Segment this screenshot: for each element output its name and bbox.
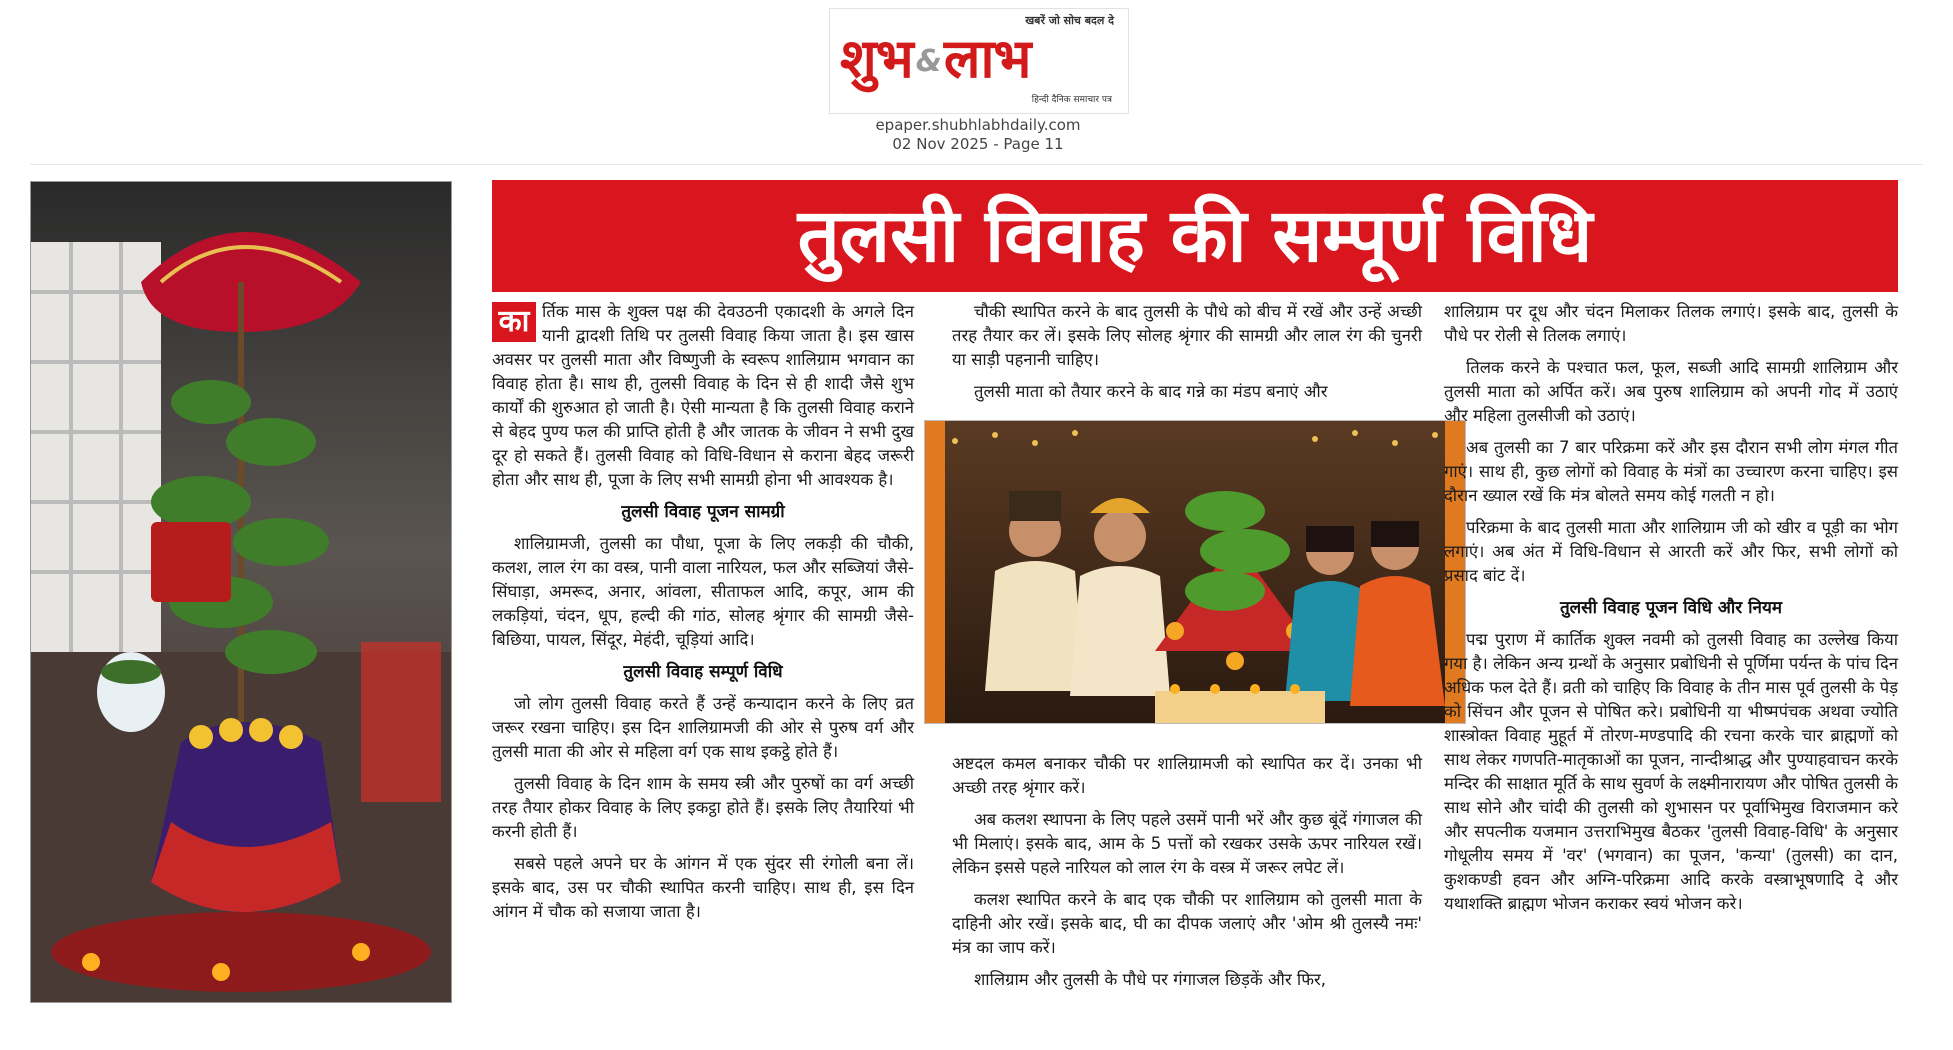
tulsi-vivah-ceremony-photo: [924, 420, 1466, 724]
paragraph: शालिग्राम और तुलसी के पौधे पर गंगाजल छिड़कें और फिर,: [974, 970, 1327, 989]
paragraph: तुलसी विवाह के दिन शाम के समय स्त्री और पुरुषों का वर्ग अच्छी तरह तैयार होकर विवाह के लिए इकट्ठा होते हैं। इसके लिए तैयारियां भी करनी होती हैं।: [492, 774, 914, 841]
article-column-2-bottom: [952, 752, 1422, 1000]
paragraph: कलश स्थापित करने के बाद एक चौकी पर शालिग्राम को तुलसी माता के दाहिनी ओर रखें। इसके बाद, घी का दीपक जलाएं और 'ओम श्री तुलस्यै नमः' मंत्र का जाप करें।: [952, 890, 1422, 957]
paragraph: अब तुलसी का 7 बार परिक्रमा करें और इस दौरान सभी लोग मंगल गीत गाएं। साथ ही, कुछ लोगों को विवाह के मंत्रों का उच्चारण करना चाहिए। इस दौरान ख्याल रखें कि मंत्र बोलते समय कोई गलती न हो।: [1444, 438, 1898, 505]
subheading-samagri: तुलसी विवाह पूजन सामग्री: [621, 502, 785, 522]
masthead-subtitle: हिन्दी दैनिक समाचार पत्र: [1031, 95, 1112, 105]
site-url[interactable]: epaper.shubhlabhdaily.com: [875, 116, 1081, 134]
paragraph: परिक्रमा के बाद तुलसी माता और शालिग्राम जी को खीर व पूड़ी का भोग लगाएं। अब अंत में विधि-विधान से आरती करें और फिर, सभी लोगों को प्रसाद बांट दें।: [1444, 518, 1898, 585]
subheading-vidhi: तुलसी विवाह सम्पूर्ण विधि: [623, 662, 783, 682]
tulsi-decoration-photo: [30, 181, 452, 1003]
samagri-paragraph: शालिग्रामजी, तुलसी का पौधा, पूजा के लिए लकड़ी की चौकी, कलश, लाल रंग का वस्त्र, पानी वाला नारियल, फल और सब्जियां जैसे- सिंघाड़ा, अमरूद, अनार, आंवला, सीताफल आदि, कपूर, आम की लकड़ियां, चंदन, धूप, हल्दी की गांठ, सोलह श्रृंगार की सामग्री जैसे- बिछिया, पायल, सिंदूर, मेहंदी, चूड़ियां आदि।: [492, 534, 914, 649]
paragraph: अष्टदल कमल बनाकर चौकी पर शालिग्रामजी को स्थापित कर दें। उनका भी अच्छी तरह श्रृंगार करें।: [952, 754, 1422, 797]
masthead-tagline: खबरें जो सोच बदल दे: [1025, 14, 1114, 27]
paragraph: सबसे पहले अपने घर के आंगन में एक सुंदर सी रंगोली बना लें। इसके बाद, उस पर चौकी स्थापित करनी चाहिए। साथ ही, इस दिन आंगन में चौक को सजाया जाता है।: [492, 854, 914, 921]
site-info: [829, 116, 1127, 154]
subheading-niyam: तुलसी विवाह पूजन विधि और नियम: [1559, 598, 1783, 618]
article-column-2-top: [952, 300, 1422, 412]
paragraph: जो लोग तुलसी विवाह करते हैं उन्हें कन्यादान करने के लिए व्रत जरूर रखना चाहिए। इस दिन शालिग्रामजी की ओर से पुरुष वर्ग और तुलसी माता की ओर से महिला वर्ग एक साथ इकट्ठे होते हैं।: [492, 694, 914, 761]
intro-paragraph: [492, 300, 914, 492]
article-column-1: [492, 300, 914, 932]
masthead-logo: [829, 8, 1129, 114]
paragraph: अब कलश स्थापना के लिए पहले उसमें पानी भरें और कुछ बूंदें गंगाजल की भी मिलाएं। इसके बाद, आम के 5 पत्तों को रखकर उसके ऊपर नारियल रखें। लेकिन इससे पहले नारियल को लाल रंग के वस्त्र में जरूर लपेट लें।: [952, 810, 1422, 877]
date-page: 02 Nov 2025 - Page 11: [892, 135, 1064, 153]
intro-text: र्तिक मास के शुक्ल पक्ष की देवउठनी एकादशी के अगले दिन यानी द्वादशी तिथि पर तुलसी विवाह किया जाता है। इस खास अवसर पर तुलसी माता और विष्णुजी के स्वरूप शालिग्राम भगवान का विवाह होता है। साथ ही, तुलसी विवाह के दिन से ही शादी जैसे शुभ कार्यों की शुरुआत हो जाती है। ऐसी मान्यता है कि तुलसी विवाह कराने से बेहद पुण्य फल की प्राप्ति होती है और जातक के जीवन ने सभी दुख दूर हो सकते हैं। तुलसी विवाह को विधि-विधान से कराना बेहद जरूरी होता और साथ ही, पूजा के लिए सभी सामग्री होना भी आवश्यक है।: [492, 302, 914, 489]
paragraph: तिलक करने के पश्चात फल, फूल, सब्जी आदि सामग्री शालिग्राम और तुलसी माता को अर्पित करें। अब पुरुष शालिग्राम को अपनी गोद में उठाएं और महिला तुलसीजी को उठाएं।: [1444, 358, 1898, 425]
paragraph: पद्म पुराण में कार्तिक शुक्ल नवमी को तुलसी विवाह का उल्लेख किया गया है। लेकिन अन्य ग्रन्थों के अनुसार प्रबोधिनी से पूर्णिमा पर्यन्त के पांच दिन अधिक फल देते हैं। व्रती को चाहिए कि विवाह के तीन मास पूर्व तुलसी के पेड़ को सिंचन और पूजन से पोषित करे। प्रबोधिनी या भीष्मपंचक अथवा ज्योति शास्त्रोक्त विवाह मुहूर्त में तोरण-मण्डपादि की रचना करके चार ब्राह्मणों को साथ लेकर गणपति-मातृकाओं का पूजन, नान्दीश्राद्ध और पुण्याहवाचन करके मन्दिर की साक्षात मूर्ति के साथ सुवर्ण के लक्ष्मीनारायण और पोषित तुलसी के साथ सोने और चांदी की तुलसी को शुभासन पर पूर्वाभिमुख विराजमान करे और सपत्नीक यजमान उत्तराभिमुख बैठकर 'तुलसी विवाह-विधि' के अनुसार गोधूलीय समय में 'वर' (भगवान) का पूजन, 'कन्या' (तुलसी) का दान, कुशकण्डी हवन और अग्नि-परिक्रमा आदि करके वस्त्राभूषणादि दे और यथाशक्ति ब्राह्मण भोजन कराकर स्वयं भोजन करे।: [1444, 630, 1898, 913]
ganesh-icon: &: [915, 44, 941, 80]
paragraph: शालिग्राम पर दूध और चंदन मिलाकर तिलक लगाएं। इसके बाद, तुलसी के पौधे पर रोली से तिलक लगाएं।: [1444, 302, 1898, 345]
article-column-3: [1444, 300, 1898, 924]
logo-labh: लाभ: [943, 27, 1031, 90]
divider: [30, 164, 1923, 165]
logo-shubh: शुभ: [840, 27, 913, 90]
logo-text: [840, 27, 1030, 94]
paragraph: तुलसी माता को तैयार करने के बाद गन्ने का मंडप बनाएं और: [974, 382, 1328, 401]
dropcap: का: [492, 302, 536, 342]
headline: तुलसी विवाह की सम्पूर्ण विधि: [492, 180, 1898, 292]
paragraph: चौकी स्थापित करने के बाद तुलसी के पौधे को बीच में रखें और उन्हें अच्छी तरह तैयार कर लें। इसके लिए सोलह श्रृंगार की सामग्री और लाल रंग की चुनरी या साड़ी पहनानी चाहिए।: [952, 302, 1422, 369]
